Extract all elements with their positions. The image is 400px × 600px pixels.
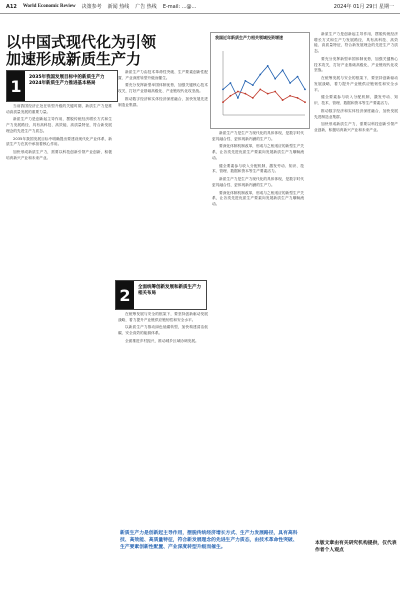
data-point	[282, 99, 284, 101]
data-point	[282, 69, 284, 71]
line-chart	[210, 32, 310, 129]
data-point	[289, 82, 291, 84]
article-column-5	[314, 32, 398, 532]
paragraph: 要充分发挥新型举国体制优势，加强关键核心技术攻关，打好产业基础高级化、产业链现代化攻坚战。	[118, 83, 208, 94]
highlight-quote: 新质生产力是创新起主导作用，摆脱传统经济增长方式、生产力发展路径，具有高科技、高效能、高质量特征，符合新发展理念的先进生产力质态，由技术革命性突破、生产要素创新性配置、产业深度转型升级而催生。	[120, 531, 298, 551]
issue-date: 2024年 01月 29日 星期一	[333, 4, 394, 10]
data-point	[252, 97, 254, 99]
headline	[6, 34, 166, 69]
data-point	[259, 89, 261, 91]
paragraph: 当前我国经济正处在转型升级的关键时期，新质生产力是推动高质量发展的重要力量。	[6, 104, 112, 114]
paragraph: 新质生产力是生产力现代化的具体体现，是数字时代更具融合性、更体现新内涵的生产力。	[212, 131, 304, 141]
data-point	[252, 84, 254, 86]
data-point	[244, 93, 246, 95]
header-item: E-mail: ...@...	[162, 3, 197, 10]
article-column-1	[6, 104, 112, 594]
data-point	[289, 95, 291, 97]
series-line	[223, 89, 305, 102]
section-number: 1	[7, 71, 25, 101]
data-point	[297, 97, 299, 99]
paragraph: 新质生产力是创新起主导作用，摆脱传统经济增长方式和生产力发展路径，具有高科技、高效能、高质量特征，符合新发展理念的先进生产力质态。	[314, 32, 398, 54]
paragraph: 要深化体制机制改革，形成与之相适应的新型生产关系，让各类先进优质生产要素向发展新质生产力顺畅流动。	[212, 190, 304, 207]
paragraph: 新质生产力由技术革命性突破、生产要素创新性配置、产业深度转型升级而催生。	[118, 70, 208, 80]
data-point	[274, 91, 276, 93]
footer-note: 本版文章由有关研究机构提供，仅代表作者个人观点	[315, 541, 397, 554]
paragraph: 健全要素参与收入分配机制，激发劳动、知识、技术、管理、数据和资本等生产要素活力。	[314, 95, 398, 106]
section-title: 2035年我国发展目标中的新质生产力2024年新质生产力推进基本格局	[29, 75, 105, 87]
paragraph: 新质生产力是生产力现代化的具体体现，是数字时代更具融合性、更体现新内涵的生产力。	[212, 177, 304, 187]
header-item: 新闻 热线	[107, 4, 130, 10]
paragraph: 要深化体制机制改革，形成与之相适应的新型生产关系，让各类先进优质生产要素向发展新质生产力顺畅流动。	[212, 144, 304, 160]
paragraph: 在统筹发展与安全的框架下，要坚持创新驱动发展战略，着力提升产业链供应链韧性和安全水平。	[118, 312, 208, 322]
data-point	[222, 101, 224, 103]
headline-line1: 以中国式现代化为引领	[6, 33, 157, 51]
data-point	[267, 65, 269, 67]
data-point	[304, 101, 306, 103]
paragraph: 推动数字经济和实体经济深度融合，加快发展先进制造业集群。	[118, 96, 208, 107]
data-point	[274, 78, 276, 80]
data-point	[304, 89, 306, 91]
paragraph: 全面推进乡村振兴，推动城乡区域协调发展。	[125, 338, 199, 343]
section-title: 全面统筹创新发展和新质生产力相关布局	[138, 285, 201, 297]
brand-subtitle: 决策参考	[81, 4, 102, 10]
paragraph: 加快形成新质生产力，需要以科技创新引领产业创新，积极培育新兴产业和未来产业。	[314, 122, 398, 133]
brand-name: World Economic Review	[22, 4, 76, 9]
section-box-2	[115, 280, 207, 310]
chart-title: 我国近年新质生产力相关领域投资增速	[215, 35, 283, 40]
paragraph: 在统筹发展与安全的框架下，要坚持创新驱动发展战略，着力提升产业链供应链韧性和安全水平。	[314, 76, 398, 92]
data-point	[237, 97, 239, 99]
chart-svg	[211, 33, 309, 128]
article-column-4	[212, 131, 304, 526]
data-point	[230, 82, 232, 84]
paragraph: 健全要素参与收入分配机制，激发劳动、知识、技术、管理、数据和资本等生产要素活力。	[212, 163, 304, 174]
article-column-2	[118, 70, 208, 275]
article-column-3	[118, 312, 208, 522]
paragraph: 以新质生产力推动绿色低碳转型，加快构建清洁低碳、安全高效的能源体系。	[118, 325, 208, 336]
paragraph: 2035年我国发展目标中明确提出要建设现代化产业体系，新质生产力在其中承担着核心作用。	[6, 136, 112, 147]
section-box-1	[6, 70, 118, 102]
page-number: A12	[6, 3, 17, 10]
paragraph: 要充分发挥新型举国体制优势，加强关键核心技术攻关，打好产业基础高级化、产业链现代化攻坚战。	[314, 56, 398, 73]
data-point	[297, 76, 299, 78]
paragraph: 推动数字经济和实体经济深度融合，加快发展先进制造业集群。	[314, 108, 398, 119]
data-point	[244, 80, 246, 82]
data-point	[237, 91, 239, 93]
page-header	[0, 0, 400, 14]
data-point	[230, 95, 232, 97]
data-point	[259, 74, 261, 76]
paragraph: 新质生产力是创新起主导作用，摆脱传统经济增长方式和生产力发展路径，具有高科技、高效能、高质量特征，符合新发展理念的先进生产力质态。	[6, 117, 112, 133]
paragraph: 加快形成新质生产力，需要以科技创新引领产业创新，积极培育新兴产业和未来产业。	[6, 150, 112, 160]
data-point	[267, 93, 269, 95]
headline-line2: 加速形成新质生产力	[6, 50, 142, 69]
header-item: 广告 热线	[135, 4, 157, 10]
data-point	[222, 89, 224, 91]
section-number: 2	[116, 281, 134, 309]
